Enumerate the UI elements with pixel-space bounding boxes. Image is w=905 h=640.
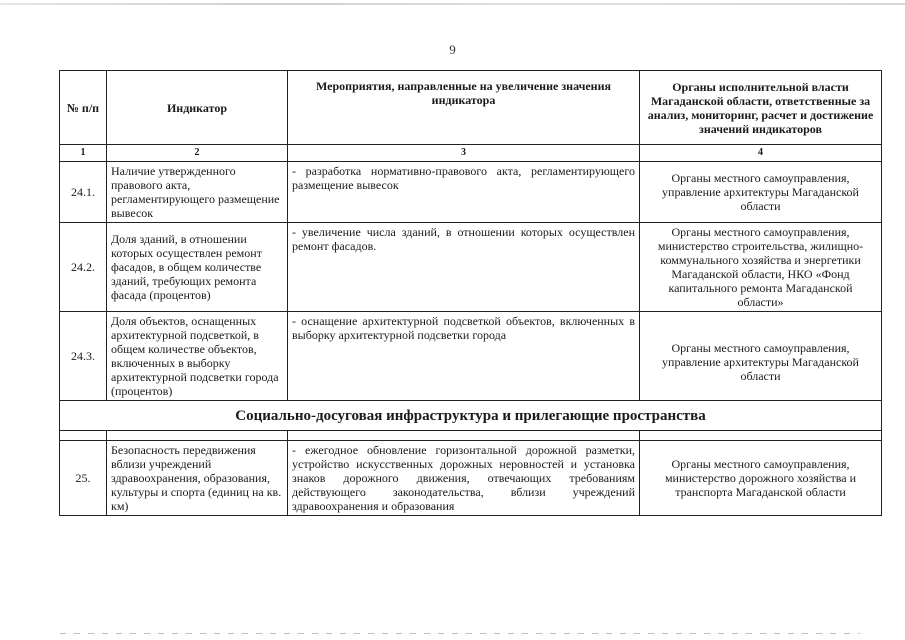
row-authorities: Органы местного самоуправления, министерство строительства, жилищно-коммунального хозяйства и энергетики Магаданской области, НКО «Фонд капитального ремонта Магаданской области» bbox=[640, 223, 882, 312]
spacer-cell bbox=[60, 431, 107, 441]
table-row bbox=[60, 441, 882, 516]
section-title: Социально-досуговая инфраструктура и прилегающие пространства bbox=[60, 401, 882, 431]
row-authorities: Органы местного самоуправления, управление архитектуры Магаданской области bbox=[640, 162, 882, 223]
row-authorities: Органы местного самоуправления, министерство дорожного хозяйства и транспорта Магаданской области bbox=[640, 441, 882, 516]
scan-artifact-top bbox=[0, 3, 905, 5]
column-number: 3 bbox=[288, 145, 640, 162]
row-measures: - разработка нормативно-правового акта, регламентирующего размещение вывесок bbox=[288, 162, 640, 223]
row-number: 24.3. bbox=[60, 312, 107, 401]
spacer-cell bbox=[107, 431, 288, 441]
row-measures: - оснащение архитектурной подсветкой объектов, включенных в выборку архитектурной подсветки города bbox=[288, 312, 640, 401]
row-number: 24.2. bbox=[60, 223, 107, 312]
row-number: 24.1. bbox=[60, 162, 107, 223]
header-row bbox=[60, 71, 882, 145]
section-row bbox=[60, 401, 882, 431]
indicators-table bbox=[59, 70, 882, 516]
row-indicator: Доля объектов, оснащенных архитектурной подсветкой, в общем количестве объектов, включенных в выборку архитектурной подсветки города (процентов) bbox=[107, 312, 288, 401]
header-num: № п/п bbox=[60, 71, 107, 145]
row-authorities: Органы местного самоуправления, управление архитектуры Магаданской области bbox=[640, 312, 882, 401]
row-indicator: Наличие утвержденного правового акта, регламентирующего размещение вывесок bbox=[107, 162, 288, 223]
row-indicator: Доля зданий, в отношении которых осуществлен ремонт фасадов, в общем количестве зданий, требующих ремонта фасада (процентов) bbox=[107, 223, 288, 312]
spacer-row bbox=[60, 431, 882, 441]
column-numbers-row bbox=[60, 145, 882, 162]
row-measures: - ежегодное обновление горизонтальной дорожной разметки, устройство искусственных дорожных неровностей и установка знаков дорожного движения, отвечающих требованиям действующего законодательства, вблизи учреждений здравоохранения и образования bbox=[288, 441, 640, 516]
table-row bbox=[60, 162, 882, 223]
table-row bbox=[60, 312, 882, 401]
row-number: 25. bbox=[60, 441, 107, 516]
header-indicator: Индикатор bbox=[107, 71, 288, 145]
row-measures: - увеличение числа зданий, в отношении которых осуществлен ремонт фасадов. bbox=[288, 223, 640, 312]
header-authorities: Органы исполнительной власти Магаданской области, ответственные за анализ, мониторинг, расчет и достижение значений индикаторов bbox=[640, 71, 882, 145]
header-measures: Мероприятия, направленные на увеличение значения индикатора bbox=[288, 71, 640, 145]
spacer-cell bbox=[288, 431, 640, 441]
column-number: 1 bbox=[60, 145, 107, 162]
row-indicator: Безопасность передвижения вблизи учреждений здравоохранения, образования, культуры и спорта (единиц на кв. км) bbox=[107, 441, 288, 516]
column-number: 4 bbox=[640, 145, 882, 162]
table-row bbox=[60, 223, 882, 312]
column-number: 2 bbox=[107, 145, 288, 162]
page-number: 9 bbox=[449, 42, 456, 57]
scan-artifact-bottom bbox=[60, 633, 860, 634]
spacer-cell bbox=[640, 431, 882, 441]
